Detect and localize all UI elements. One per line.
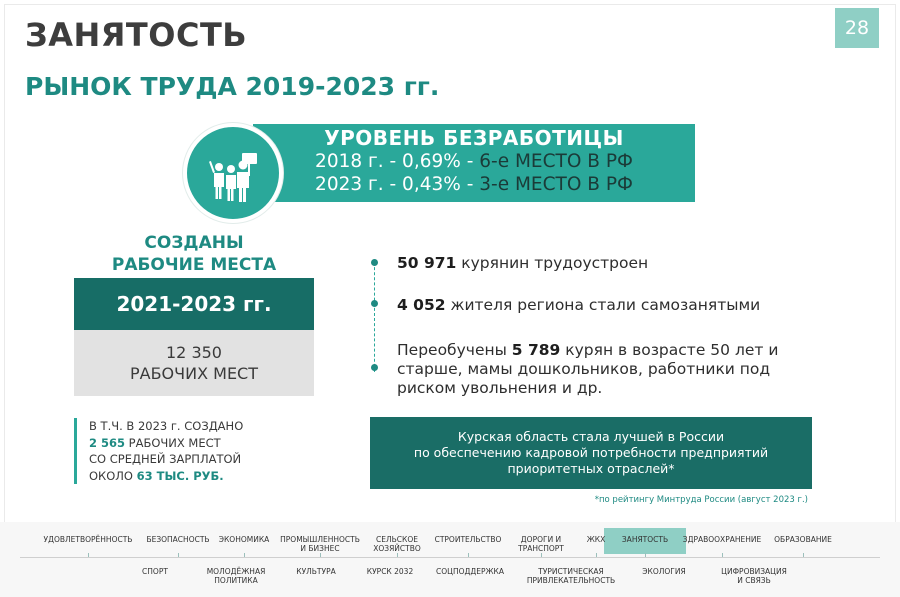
unemployment-2023-value: 2023 г. - 0,43% - xyxy=(315,174,480,195)
nav-item-healthcare[interactable]: ЗДРАВООХРАНЕНИЕ xyxy=(682,535,762,544)
unemployment-text xyxy=(253,126,695,196)
fact-employed-value: 50 971 xyxy=(397,254,457,272)
nav-item-digitalization[interactable]: ЦИФРОВИЗАЦИЯ И СВЯЗЬ xyxy=(721,567,787,585)
note-line2 xyxy=(89,435,243,452)
fact-retrained-line1 xyxy=(397,341,778,360)
nav-tick xyxy=(468,553,469,557)
nav-tick xyxy=(541,553,542,557)
jobs-created-heading xyxy=(74,232,314,276)
bullet-dot xyxy=(371,300,378,307)
fact-self-employed xyxy=(397,296,760,315)
jobs-count-label: РАБОЧИХ МЕСТ xyxy=(129,364,258,383)
unemployment-2023-rank: 3-е МЕСТО В РФ xyxy=(479,174,633,195)
quote-line3: приоритетных отраслей* xyxy=(507,461,675,476)
fact-retrained-prefix: Переобучены xyxy=(397,341,512,359)
quote-line1: Курская область стала лучшей в России xyxy=(457,429,725,444)
page-number: 28 xyxy=(835,8,879,48)
jobs-count-box xyxy=(74,330,314,396)
nav-item-sport[interactable]: СПОРТ xyxy=(142,567,168,576)
nav-item-roads[interactable]: ДОРОГИ И ТРАНСПОРТ xyxy=(518,535,564,553)
quote-line2: по обеспечению кадровой потребности предприятий xyxy=(413,445,769,460)
nav-item-security[interactable]: БЕЗОПАСНОСТЬ xyxy=(146,535,210,544)
page-title: ЗАНЯТОСТЬ xyxy=(25,16,248,54)
fact-retrained-line3: риском увольнения и др. xyxy=(397,379,603,397)
nav-tick xyxy=(645,553,646,557)
jobs-created-heading-line1: СОЗДАНЫ xyxy=(144,233,244,253)
nav-item-housing[interactable]: ЖКХ xyxy=(586,535,606,544)
note-line4 xyxy=(89,468,243,485)
fact-self-employed-text: жителя региона стали самозанятыми xyxy=(445,296,761,314)
fact-retrained-value: 5 789 xyxy=(511,341,561,359)
note-salary-prefix: ОКОЛО xyxy=(89,468,137,483)
nav-item-culture[interactable]: КУЛЬТУРА xyxy=(296,567,336,576)
note-jobs-value: 2 565 xyxy=(89,435,126,450)
nav-item-education[interactable]: ОБРАЗОВАНИЕ xyxy=(774,535,832,544)
fact-retrained xyxy=(397,341,778,398)
bullet-dot xyxy=(371,259,378,266)
note-jobs-text: РАБОЧИХ МЕСТ xyxy=(125,435,221,450)
nav-item-construction[interactable]: СТРОИТЕЛЬСТВО xyxy=(434,535,502,544)
timeline-line xyxy=(374,262,375,372)
note-salary-value: 63 ТЫС. РУБ. xyxy=(136,468,224,483)
nav-item-tourism[interactable]: ТУРИСТИЧЕСКАЯ ПРИВЛЕКАТЕЛЬНОСТЬ xyxy=(526,567,616,585)
jobs-period: 2021-2023 гг. xyxy=(74,278,314,330)
fact-employed xyxy=(397,254,648,273)
nav-item-ecology[interactable]: ЭКОЛОГИЯ xyxy=(642,567,686,576)
nav-item-kursk-2032[interactable]: КУРСК 2032 xyxy=(366,567,414,576)
nav-tick xyxy=(320,553,321,557)
fact-retrained-line2: старше, мамы дошкольников, работники под xyxy=(397,360,771,378)
unemployment-heading: УРОВЕНЬ БЕЗРАБОТИЦЫ xyxy=(324,126,624,150)
jobs-count: 12 350 xyxy=(166,343,222,362)
nav-tick xyxy=(803,553,804,557)
unemployment-2018-value: 2018 г. - 0,69% - xyxy=(315,151,480,172)
bullet-dot xyxy=(371,364,378,371)
fact-self-employed-value: 4 052 xyxy=(397,296,446,314)
nav-item-industry[interactable]: ПРОМЫШЛЕННОСТЬ И БИЗНЕС xyxy=(280,535,360,553)
jobs-2023-note xyxy=(74,418,243,484)
unemployment-2018 xyxy=(253,150,695,173)
nav-item-youth-policy[interactable]: МОЛОДЁЖНАЯ ПОЛИТИКА xyxy=(206,567,266,585)
note-line3: СО СРЕДНЕЙ ЗАРПЛАТОЙ xyxy=(89,452,242,466)
nav-tick xyxy=(88,553,89,557)
section-nav xyxy=(0,522,900,597)
unemployment-2018-rank: 6-е МЕСТО В РФ xyxy=(479,151,633,172)
fact-employed-text: курянин трудоустроен xyxy=(456,254,649,272)
nav-line xyxy=(20,557,880,558)
unemployment-2023 xyxy=(253,173,695,196)
nav-tick xyxy=(722,553,723,557)
nav-tick xyxy=(397,553,398,557)
note-line1: В Т.Ч. В 2023 г. СОЗДАНО xyxy=(89,419,244,433)
footnote: *по рейтингу Минтруда России (август 2023 г.) xyxy=(594,495,808,505)
nav-tick xyxy=(596,553,597,557)
nav-item-economy[interactable]: ЭКОНОМИКА xyxy=(218,535,270,544)
nav-tick xyxy=(178,553,179,557)
nav-tick xyxy=(244,553,245,557)
nav-item-agriculture[interactable]: СЕЛЬСКОЕ ХОЗЯЙСТВО xyxy=(373,535,421,553)
nav-item-employment[interactable]: ЗАНЯТОСТЬ xyxy=(621,535,669,544)
jobs-created-heading-line2: РАБОЧИЕ МЕСТА xyxy=(111,255,277,275)
ranking-quote xyxy=(370,417,812,489)
fact-retrained-text1: курян в возрасте 50 лет и xyxy=(560,341,779,359)
nav-item-social-support[interactable]: СОЦПОДДЕРЖКА xyxy=(435,567,505,576)
nav-item-satisfaction[interactable]: УДОВЛЕТВОРЁННОСТЬ xyxy=(43,535,133,544)
page-subtitle: РЫНОК ТРУДА 2019-2023 гг. xyxy=(25,72,440,101)
